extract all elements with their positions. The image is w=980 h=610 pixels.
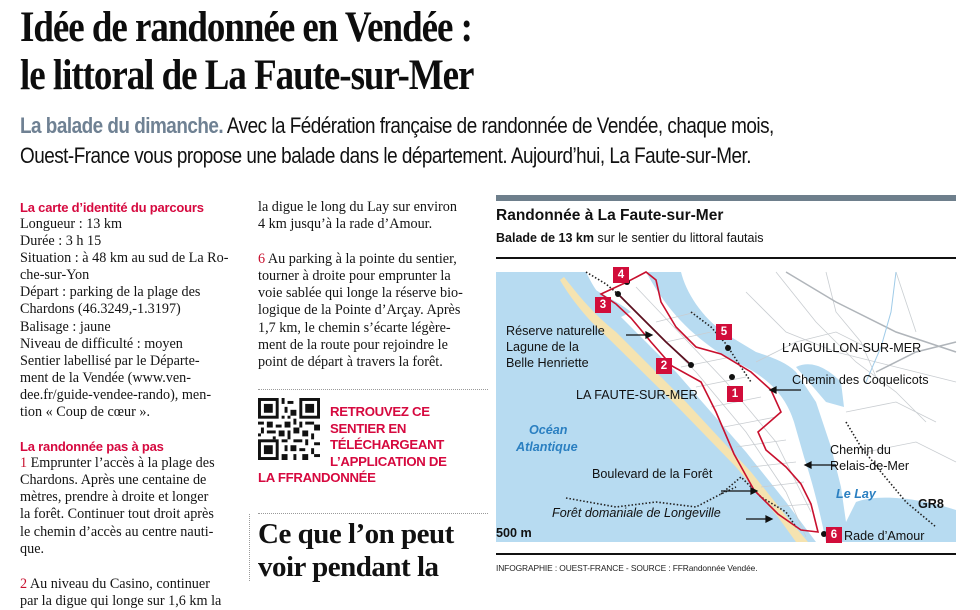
id-card-body (20, 216, 242, 421)
step-line (258, 251, 488, 268)
step-line: ment de la route pour rejoindre le (258, 336, 448, 353)
id-card-line: Niveau de difficulté : moyen (20, 335, 183, 352)
route-marker-5[interactable]: 5 (716, 324, 732, 340)
route-marker-4[interactable]: 4 (613, 267, 629, 283)
route-map[interactable] (496, 269, 956, 543)
subtitle-bold: Balade de 13 km (496, 231, 594, 245)
step-line: 4 km jusqu’à la rade d’Amour. (258, 216, 433, 233)
route-marker-2[interactable]: 2 (656, 358, 672, 374)
step-line (20, 455, 242, 472)
label-rade: Rade d’Amour (844, 529, 925, 543)
infographic-title: Randonnée à La Faute-sur-Mer (496, 207, 724, 224)
id-card-line: che-sur-Yon (20, 267, 90, 284)
step-line: mètres, prendre à droite et longer (20, 489, 209, 506)
label-le-lay: Le Lay (836, 487, 876, 501)
promo-line: RETROUVEZ CE (330, 404, 430, 419)
label-gr8: GR8 (918, 497, 944, 511)
step-2 (20, 576, 242, 610)
promo-line: TÉLÉCHARGEANT (330, 437, 445, 452)
label-boulevard: Boulevard de la Forêt (592, 467, 713, 481)
id-card-line: dee.fr/guide-vendee-rando), men- (20, 386, 212, 403)
label-ocean: Océan (529, 423, 568, 437)
step-1 (20, 455, 242, 558)
step-line: la digue le long du Lay sur environ (258, 199, 457, 215)
article-title (20, 4, 794, 100)
step-line: la forêt. Continuer tout droit après (20, 506, 214, 523)
divider (496, 553, 956, 555)
infographic-subtitle (496, 231, 764, 245)
lede-text-1: Avec la Fédération française de randonnée de Vendée, chaque mois, (223, 113, 774, 138)
map-graphic (496, 272, 956, 542)
dotted-divider-vertical (249, 514, 250, 581)
title-line-2: le littoral de La Faute-sur-Mer (20, 52, 474, 99)
lede-kicker: La balade du dimanche. (20, 113, 224, 138)
step-line: par la digue qui longe sur 1,6 km la (20, 592, 222, 609)
promo-line: SENTIER EN (330, 420, 407, 436)
step-line: 1,7 km, le chemin s’écarte légère- (258, 319, 451, 336)
step-text: Emprunter l’accès à la plage des (27, 455, 215, 472)
column-steps-continued (258, 199, 488, 371)
lede-line-1 (20, 111, 944, 141)
step-line: voie sablée qui longe la réserve bio- (258, 285, 463, 302)
id-card-line: Départ : parking de la plage des (20, 284, 201, 301)
infographic-credit: INFOGRAPHIE : OUEST-FRANCE - SOURCE : FFRandonnée Vendée. (496, 563, 758, 573)
step-text: Au parking à la pointe du sentier, (265, 251, 457, 268)
subtitle-rest: sur le sentier du littoral fautais (593, 231, 764, 245)
id-card-line: Chardons (46.3249,-1.3197) (20, 301, 181, 318)
id-card-line: ment de la Vendée (www.ven- (20, 369, 191, 386)
lede-line-2: Ouest-France vous propose une balade dans le département. Aujourd’hui, La Faute-sur-Mer. (20, 143, 752, 168)
id-card-line: tion « Coup de cœur ». (20, 404, 151, 421)
infographic-header-bar (496, 195, 956, 201)
label-reserve: Réserve naturelle (506, 324, 605, 338)
step-text: Au niveau du Casino, continuer (27, 575, 210, 592)
label-faute: LA FAUTE-SUR-MER (576, 388, 698, 402)
label-reserve: Belle Henriette (506, 356, 589, 370)
steps-heading: La randonnée pas à pas (20, 439, 164, 455)
title-line-1: Idée de randonnée en Vendée : (20, 4, 472, 51)
step-continued (258, 199, 488, 233)
route-marker-3[interactable]: 3 (595, 297, 611, 313)
column-id-card (20, 199, 242, 610)
article-lede (20, 111, 944, 171)
subhead-line: voir pendant la (258, 551, 439, 583)
section-subhead (258, 518, 498, 584)
route-marker-6[interactable]: 6 (826, 527, 842, 543)
step-line: Chardons. Après une centaine de (20, 472, 207, 489)
step-number: 6 (258, 251, 266, 268)
scale-bar-label: 500 m (496, 526, 532, 540)
id-card-line: Balisage : jaune (20, 318, 111, 335)
step-line (20, 576, 242, 593)
step-line: tourner à droite pour emprunter la (258, 268, 451, 285)
id-card-line: Sentier labellisé par le Départe- (20, 352, 200, 369)
id-card-line: Durée : 3 h 15 (20, 233, 102, 250)
route-marker-1[interactable]: 1 (727, 386, 743, 402)
label-relais: Chemin du (830, 443, 891, 457)
id-card-heading: La carte d’identité du parcours (20, 200, 204, 215)
step-line: que. (20, 540, 45, 557)
step-number: 1 (20, 455, 28, 472)
id-card-line: Longueur : 13 km (20, 216, 123, 232)
app-promo (258, 404, 488, 487)
promo-line: L’APPLICATION DE (330, 453, 447, 469)
label-relais: Relais-de-Mer (830, 459, 910, 473)
label-aiguillon: L’AIGUILLON-SUR-MER (782, 341, 922, 355)
step-line: le chemin d’accès au centre nauti- (20, 523, 214, 540)
label-coquelicots: Chemin des Coquelicots (792, 373, 929, 387)
step-number: 2 (20, 575, 28, 592)
label-ocean: Atlantique (516, 440, 578, 454)
label-foret: Forêt domaniale de Longeville (552, 506, 721, 520)
step-line: point de départ à travers la forêt. (258, 353, 443, 370)
dotted-divider (258, 513, 488, 514)
promo-line: LA FFRANDONNÉE (258, 470, 376, 485)
subhead-line: Ce que l’on peut (258, 518, 454, 550)
step-line: logique de la Pointe d’Arçay. Après (258, 302, 461, 319)
id-card-line: Situation : à 48 km au sud de La Ro- (20, 250, 229, 267)
dotted-divider (258, 389, 488, 390)
step-6 (258, 251, 488, 371)
label-reserve: Lagune de la (506, 340, 579, 354)
divider (496, 257, 956, 259)
